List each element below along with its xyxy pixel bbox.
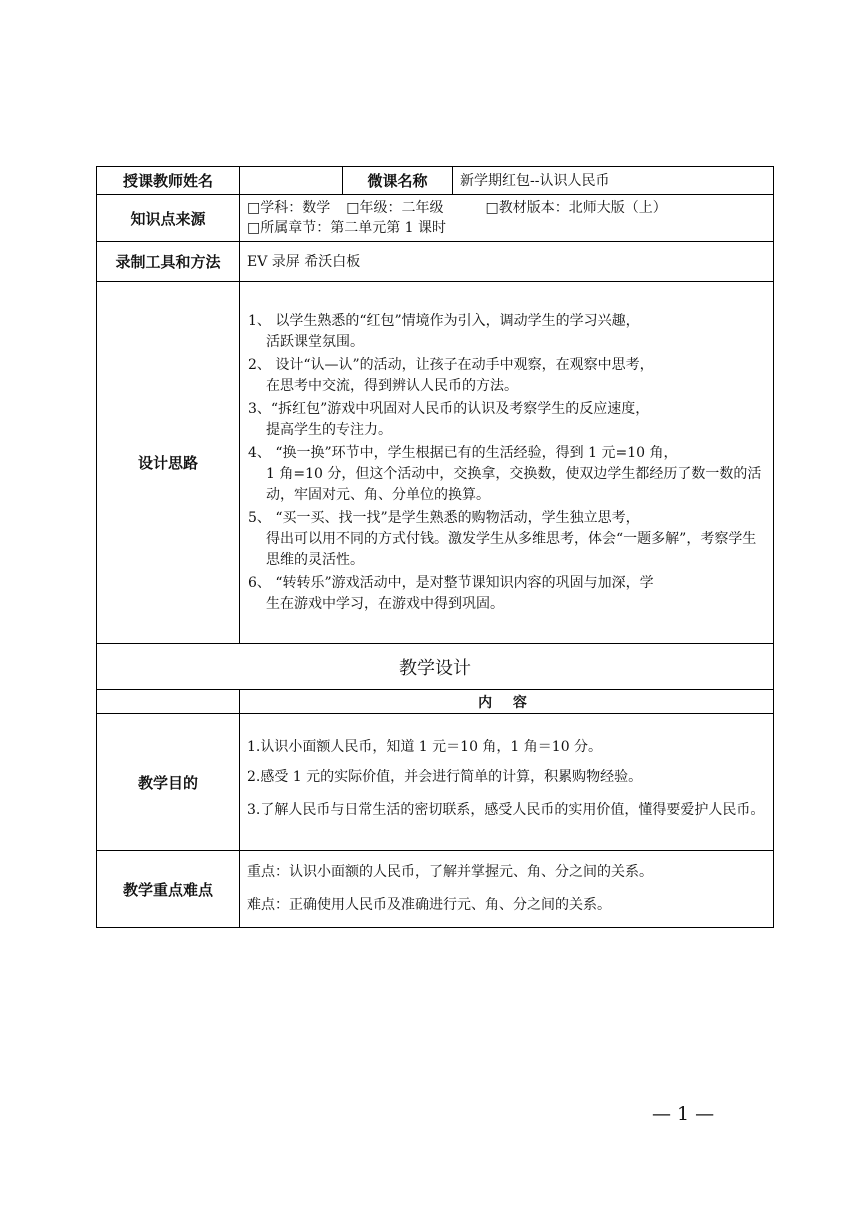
course-name-label: 微课名称 — [343, 167, 453, 195]
teaching-design-title: 教学设计 — [97, 644, 774, 690]
tools-value: EV 录屏 希沃白板 — [240, 242, 774, 282]
design-item: 6、 “转转乐”游戏活动中，是对整节课知识内容的巩固与加深，学 生在游戏中学习，在游戏中得到巩固。 — [248, 574, 654, 612]
row-content-header — [97, 690, 774, 714]
content-header-blank — [97, 690, 240, 714]
design-item: 3、“拆红包”游戏中巩固对人民币的认识及考察学生的反应速度， 提高学生的专注力。 — [248, 400, 650, 438]
row-design-ideas — [97, 282, 774, 644]
source-line-1 — [247, 198, 766, 218]
row-teacher-course — [97, 167, 774, 195]
lesson-plan-table — [96, 166, 774, 928]
grade-checkbox-text: □年级：二年级 — [346, 200, 444, 216]
teacher-name-value — [240, 167, 343, 195]
teaching-goals-label: 教学目的 — [97, 714, 240, 851]
content-header: 内 容 — [240, 690, 774, 714]
teaching-goal-item: 1.认识小面额人民币，知道 1 元＝10 角，1 角＝10 分。 — [247, 739, 603, 755]
course-name-value: 新学期红包--认识人民币 — [453, 167, 774, 195]
design-ideas-content — [240, 282, 774, 644]
key-points-content — [240, 851, 774, 928]
key-points-label: 教学重点难点 — [97, 851, 240, 928]
design-ideas-label: 设计思路 — [97, 282, 240, 644]
row-key-points — [97, 851, 774, 928]
difficult-point-item: 难点：正确使用人民币及准确进行元、角、分之间的关系。 — [247, 897, 611, 913]
row-teaching-goals — [97, 714, 774, 851]
key-point-item: 重点：认识小面额的人民币，了解并掌握元、角、分之间的关系。 — [247, 864, 653, 880]
teacher-name-label: 授课教师姓名 — [97, 167, 240, 195]
lesson-plan-sheet — [96, 166, 773, 928]
teaching-goal-item: 2.感受 1 元的实际价值，并会进行简单的计算，积累购物经验。 — [247, 769, 643, 785]
design-item: 4、 “换一换”环节中，学生根据已有的生活经验，得到 1 元=10 角， 1 角=10 分，但这个活动中，交换拿，交换数，使双边学生都经历了数一数的活动，牢固对元、角、分单位的换算。 — [248, 444, 762, 503]
design-item: 5、 “买一买、找一找”是学生熟悉的购物活动，学生独立思考， 得出可以用不同的方式付钱。激发学生从多维思考，体会“一题多解”，考察学生思维的灵活性。 — [248, 509, 757, 568]
knowledge-source-label: 知识点来源 — [97, 195, 240, 242]
page-number: — 1 — — [652, 1103, 715, 1125]
row-tools — [97, 242, 774, 282]
knowledge-source-value — [240, 195, 774, 242]
design-item: 1、 以学生熟悉的“红包”情境作为引入，调动学生的学习兴趣， 活跃课堂氛围。 — [248, 312, 640, 350]
teaching-goals-content — [240, 714, 774, 851]
tools-label: 录制工具和方法 — [97, 242, 240, 282]
edition-checkbox-text: □教材版本：北师大版（上） — [485, 200, 667, 216]
teaching-goal-item: 3.了解人民币与日常生活的密切联系，感受人民币的实用价值，懂得要爱护人民币。 — [247, 802, 765, 818]
row-teaching-design-title — [97, 644, 774, 690]
chapter-checkbox-text: □所属章节：第二单元第 1 课时 — [247, 220, 447, 236]
design-item: 2、 设计“认—认”的活动，让孩子在动手中观察，在观察中思考， 在思考中交流，得到辨认人民币的方法。 — [248, 356, 654, 394]
subject-checkbox-text: □学科：数学 — [247, 200, 331, 216]
row-knowledge-source — [97, 195, 774, 242]
